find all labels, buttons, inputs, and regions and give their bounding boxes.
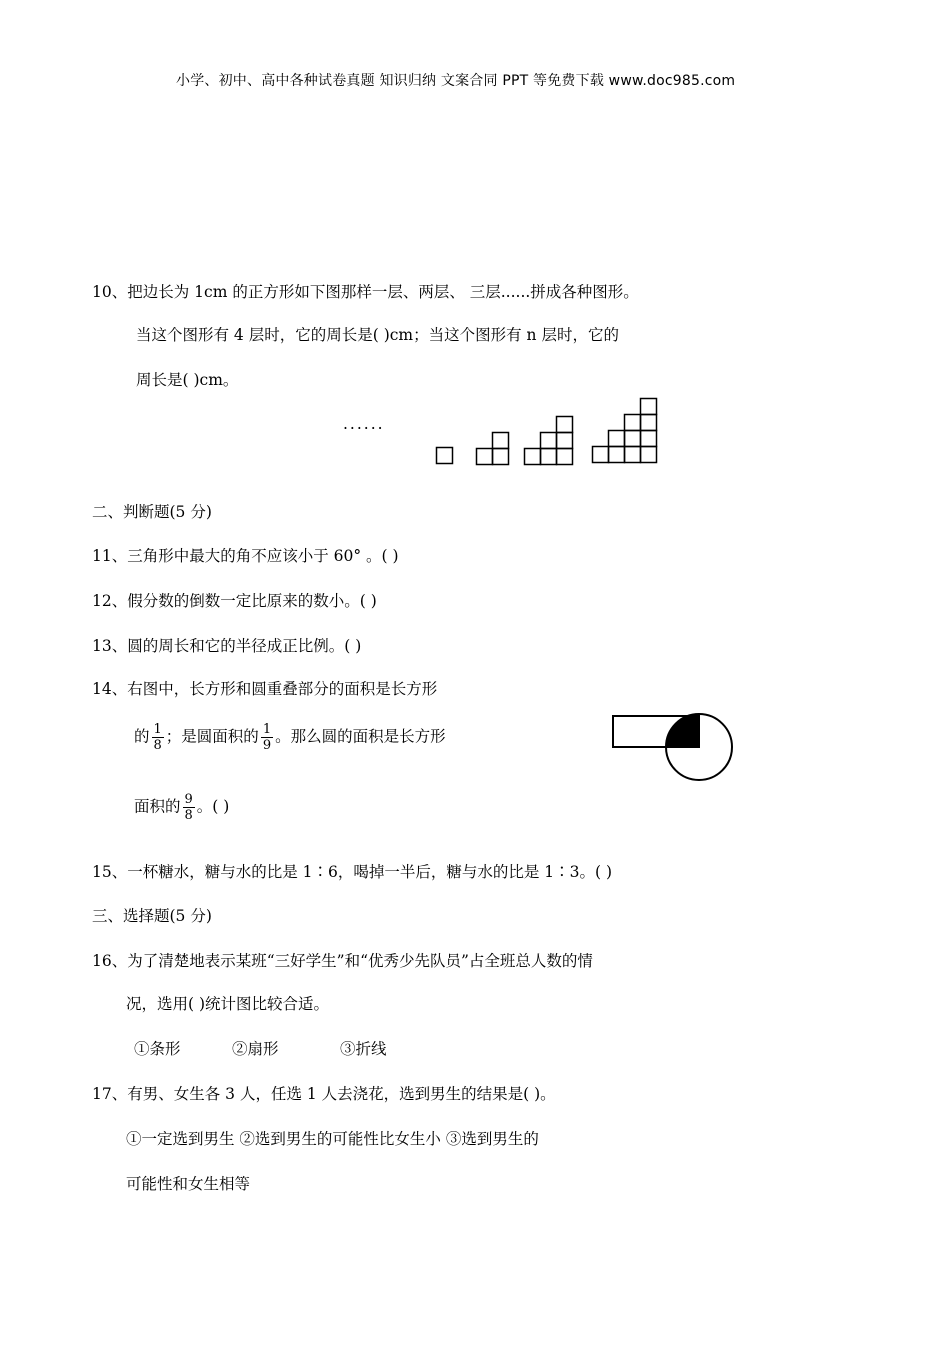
stair-1-square: [437, 448, 453, 464]
q14-mid: ；是圆面积的: [165, 727, 259, 746]
q13: 13、圆的周长和它的半径成正比例。( ): [92, 637, 362, 655]
stair-2-square: [477, 449, 493, 465]
rectangle-circle-figure: [608, 710, 738, 790]
section3-title: 三、选择题(5 分): [92, 907, 212, 925]
q14-line1: 14、右图中，长方形和圆重叠部分的面积是长方形: [92, 680, 438, 698]
stair-3-square: [557, 433, 573, 449]
q10-dots: ......: [343, 415, 385, 433]
q16-option-1: ①条形: [134, 1040, 181, 1058]
q10-line1: 10、把边长为 1cm 的正方形如下图那样一层、两层、 三层......拼成各种图形。: [92, 283, 639, 301]
stair-4-square: [593, 447, 609, 463]
q14-line3-suffix: 。( ): [196, 797, 230, 816]
fraction-denominator: 8: [184, 808, 193, 823]
stair-4-square: [625, 447, 641, 463]
fraction-numerator: 9: [184, 792, 193, 807]
stair-3-square: [557, 449, 573, 465]
overlap-shaded-region: [666, 714, 699, 747]
stair-3-square: [541, 433, 557, 449]
q17-line1: 17、有男、女生各 3 人，任选 1 人去浇花，选到男生的结果是( )。: [92, 1085, 556, 1103]
q17-line3: 可能性和女生相等: [126, 1175, 251, 1193]
section2-title: 二、判断题(5 分): [92, 503, 212, 521]
q14-suffix: 。那么圆的面积是长方形: [275, 727, 446, 746]
stair-2-square: [493, 433, 509, 449]
q14-line2: [134, 722, 446, 753]
q15: 15、一杯糖水，糖与水的比是 1∶6，喝掉一半后，糖与水的比是 1∶3。( ): [92, 863, 613, 881]
stair-3-square: [541, 449, 557, 465]
page-header: 小学、初中、高中各种试卷真题 知识归纳 文案合同 PPT 等免费下载 www.doc985.com: [176, 73, 736, 89]
q11: 11、三角形中最大的角不应该小于 60° 。( ): [92, 547, 399, 565]
fraction-nine-eighths: [183, 792, 195, 823]
q16-option-3: ③折线: [340, 1040, 387, 1058]
fraction-one-ninth: [261, 722, 273, 753]
stair-3-square: [525, 449, 541, 465]
fraction-one-eighth: [152, 722, 164, 753]
fraction-numerator: 1: [262, 722, 272, 737]
stair-2-square: [493, 449, 509, 465]
q14-line3-prefix: 面积的: [134, 797, 181, 816]
stair-4-square: [641, 399, 657, 415]
q10-line2: 当这个图形有 4 层时，它的周长是( )cm；当这个图形有 n 层时，它的: [136, 326, 619, 344]
stair-4-square: [625, 415, 641, 431]
stair-4-square: [609, 447, 625, 463]
stair-3-square: [557, 417, 573, 433]
fraction-denominator: 8: [153, 738, 162, 753]
stair-4-square: [625, 431, 641, 447]
q12: 12、假分数的倒数一定比原来的数小。( ): [92, 592, 377, 610]
fraction-denominator: 9: [262, 738, 272, 753]
staircase-figures: [430, 392, 670, 472]
q10-line3: 周长是( )cm。: [136, 371, 239, 389]
stair-4-square: [641, 431, 657, 447]
stair-4-square: [609, 431, 625, 447]
q16-line1: 16、为了清楚地表示某班“三好学生”和“优秀少先队员”占全班总人数的情: [92, 952, 593, 970]
q14-prefix: 的: [134, 727, 150, 746]
q17-line2: ①一定选到男生 ②选到男生的可能性比女生小 ③选到男生的: [126, 1130, 539, 1148]
stair-4-square: [641, 415, 657, 431]
q16-line2: 况，选用( )统计图比较合适。: [126, 995, 330, 1013]
q14-line3: [134, 792, 229, 823]
stair-4-square: [641, 447, 657, 463]
q16-option-2: ②扇形: [232, 1040, 279, 1058]
fraction-numerator: 1: [153, 722, 162, 737]
